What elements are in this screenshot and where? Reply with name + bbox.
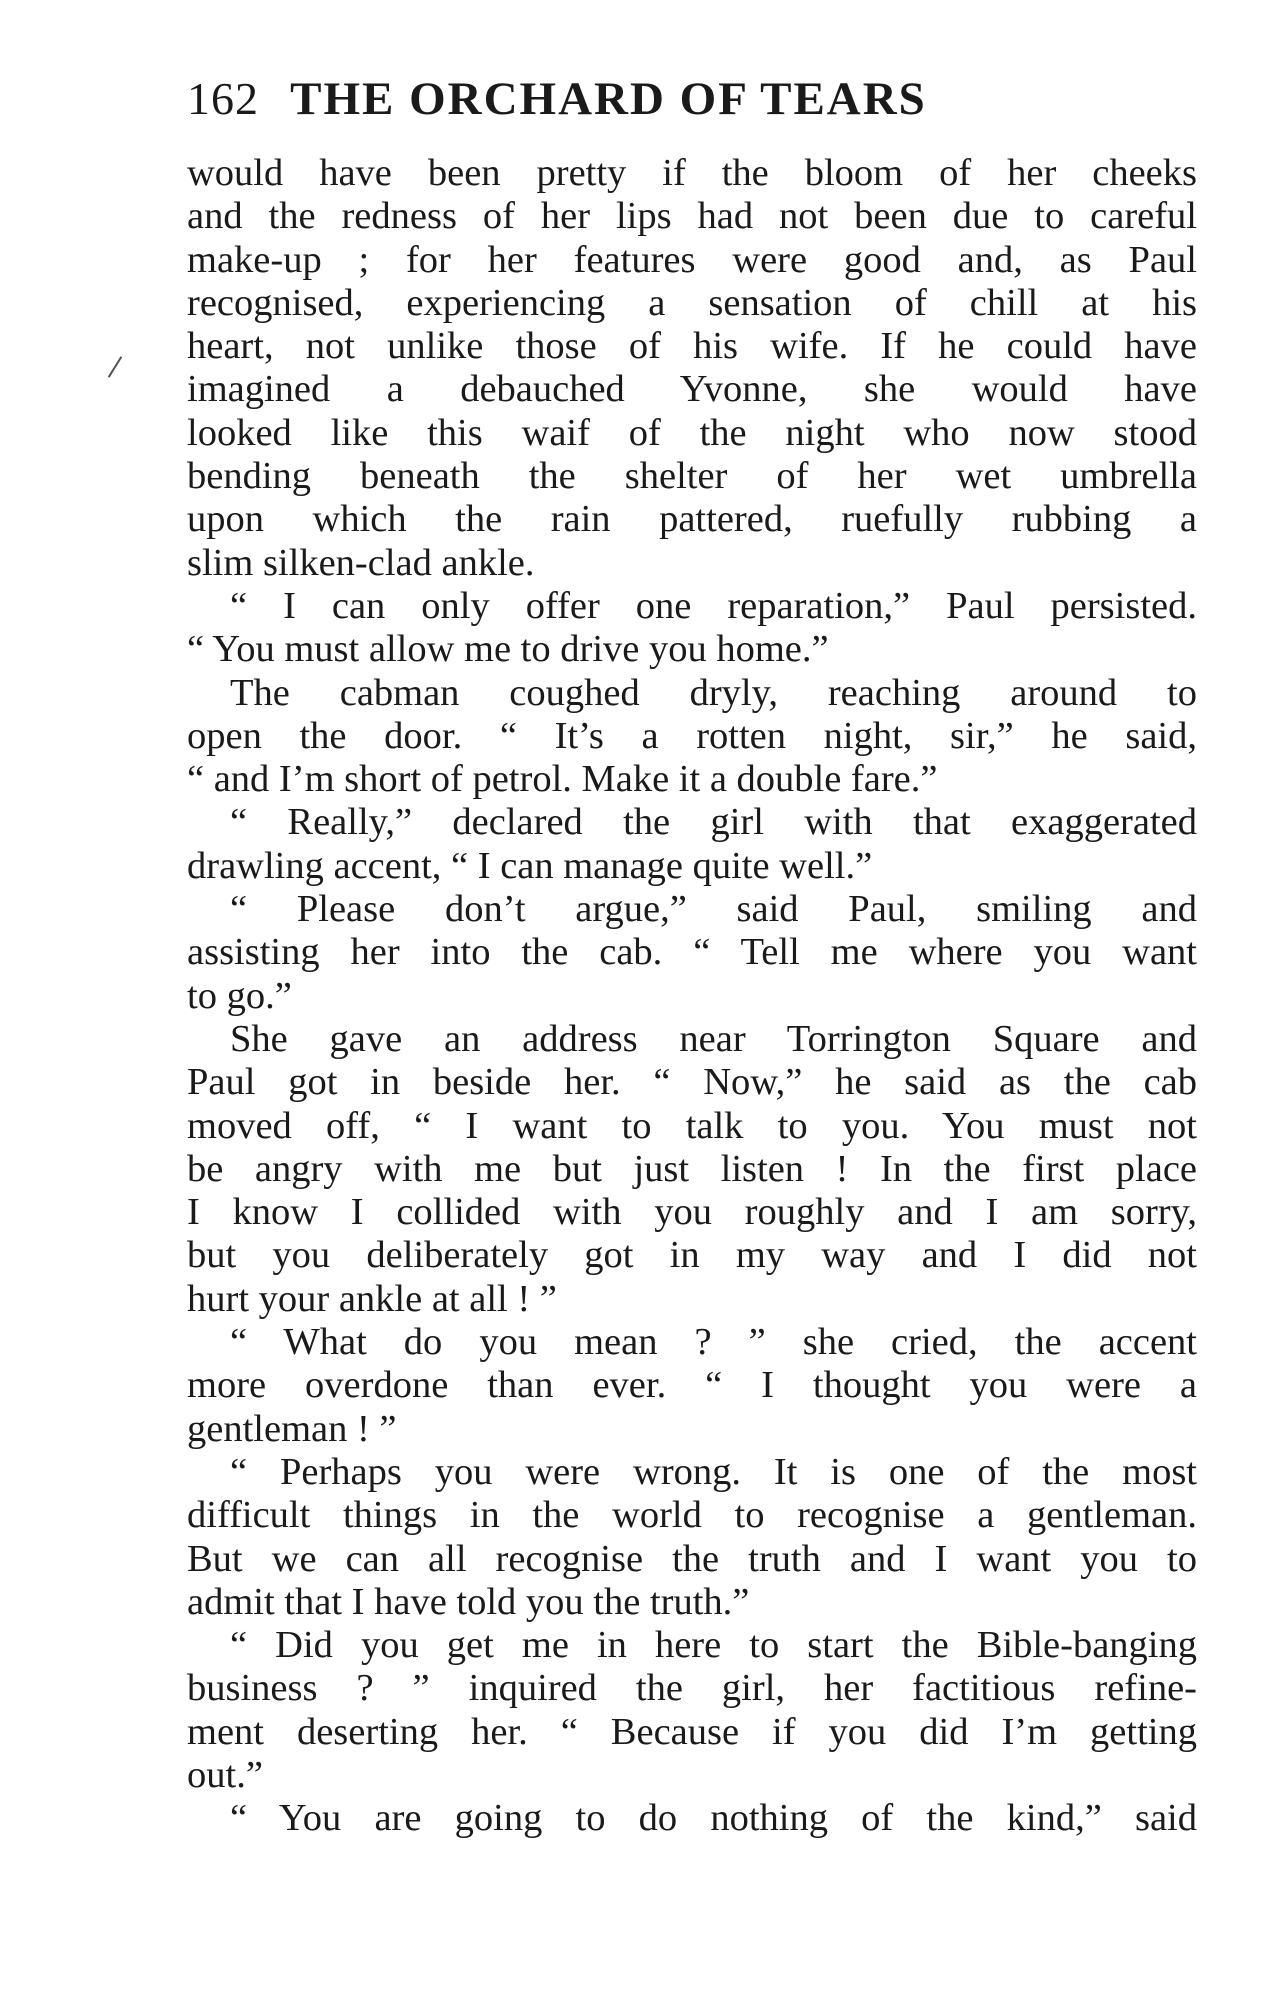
page-number: 162 [187, 73, 259, 124]
text-line: more overdone than ever. “ I thought you were a [187, 1364, 1197, 1407]
text-line: “ I can only offer one reparation,” Paul persisted. [230, 584, 1197, 627]
text-line: She gave an address near Torrington Square and [230, 1017, 1197, 1060]
text-line: I know I collided with you roughly and I am sorry, [187, 1191, 1197, 1234]
text-line: looked like this waif of the night who now stood [187, 411, 1197, 454]
text-line: out.” [187, 1753, 263, 1796]
text-line: admit that I have told you the truth.” [187, 1580, 750, 1623]
text-line: make-up ; for her features were good and, as Paul [187, 238, 1197, 281]
text-line: “ You are going to do nothing of the kind,” said [230, 1797, 1197, 1840]
text-line: upon which the rain pattered, ruefully rubbing a [187, 498, 1197, 541]
text-line: recognised, experiencing a sensation of chill at his [187, 281, 1197, 324]
text-line: imagined a debauched Yvonne, she would have [187, 368, 1197, 411]
text-line: “ Did you get me in here to start the Bible-banging [230, 1624, 1197, 1667]
text-line: business ? ” inquired the girl, her factitious refine- [187, 1667, 1197, 1710]
text-line: assisting her into the cab. “ Tell me where you want [187, 931, 1197, 974]
text-line: open the door. “ It’s a rotten night, sir,” he said, [187, 714, 1197, 757]
text-line: and the redness of her lips had not been due to careful [187, 195, 1197, 238]
text-line: to go.” [187, 974, 292, 1017]
text-line: bending beneath the shelter of her wet umbrella [187, 455, 1197, 498]
text-line: heart, not unlike those of his wife. If he could have [187, 325, 1197, 368]
text-line: “ What do you mean ? ” she cried, the accent [230, 1321, 1197, 1364]
text-line: “ Please don’t argue,” said Paul, smiling and [230, 888, 1197, 931]
text-line: gentleman ! ” [187, 1407, 397, 1450]
text-line: Paul got in beside her. “ Now,” he said as the cab [187, 1061, 1197, 1104]
text-line: drawling accent, “ I can manage quite well.” [187, 844, 873, 887]
text-line: “ and I’m short of petrol. Make it a double fare.” [187, 758, 938, 801]
text-line: difficult things in the world to recognise a gentleman. [187, 1494, 1197, 1537]
body-text [187, 152, 1197, 1841]
text-line: slim silken-clad ankle. [187, 541, 535, 584]
text-line: would have been pretty if the bloom of her cheeks [187, 152, 1197, 194]
text-line: moved off, “ I want to talk to you. You must not [187, 1104, 1197, 1147]
text-line: “ Really,” declared the girl with that exaggerated [230, 801, 1197, 844]
running-head [187, 72, 1197, 132]
text-line: ment deserting her. “ Because if you did I’m getting [187, 1710, 1197, 1753]
running-title: THE ORCHARD OF TEARS [290, 73, 927, 125]
text-line: “ You must allow me to drive you home.” [187, 628, 829, 671]
text-line: be angry with me but just listen ! In the first place [187, 1147, 1197, 1190]
text-line: But we can all recognise the truth and I want you to [187, 1537, 1197, 1580]
text-line: but you deliberately got in my way and I did not [187, 1234, 1197, 1277]
text-line: hurt your ankle at all ! ” [187, 1277, 557, 1320]
margin-pencil-mark [108, 356, 122, 377]
text-line: The cabman coughed dryly, reaching around to [230, 671, 1197, 714]
text-line: “ Perhaps you were wrong. It is one of the most [230, 1450, 1197, 1493]
